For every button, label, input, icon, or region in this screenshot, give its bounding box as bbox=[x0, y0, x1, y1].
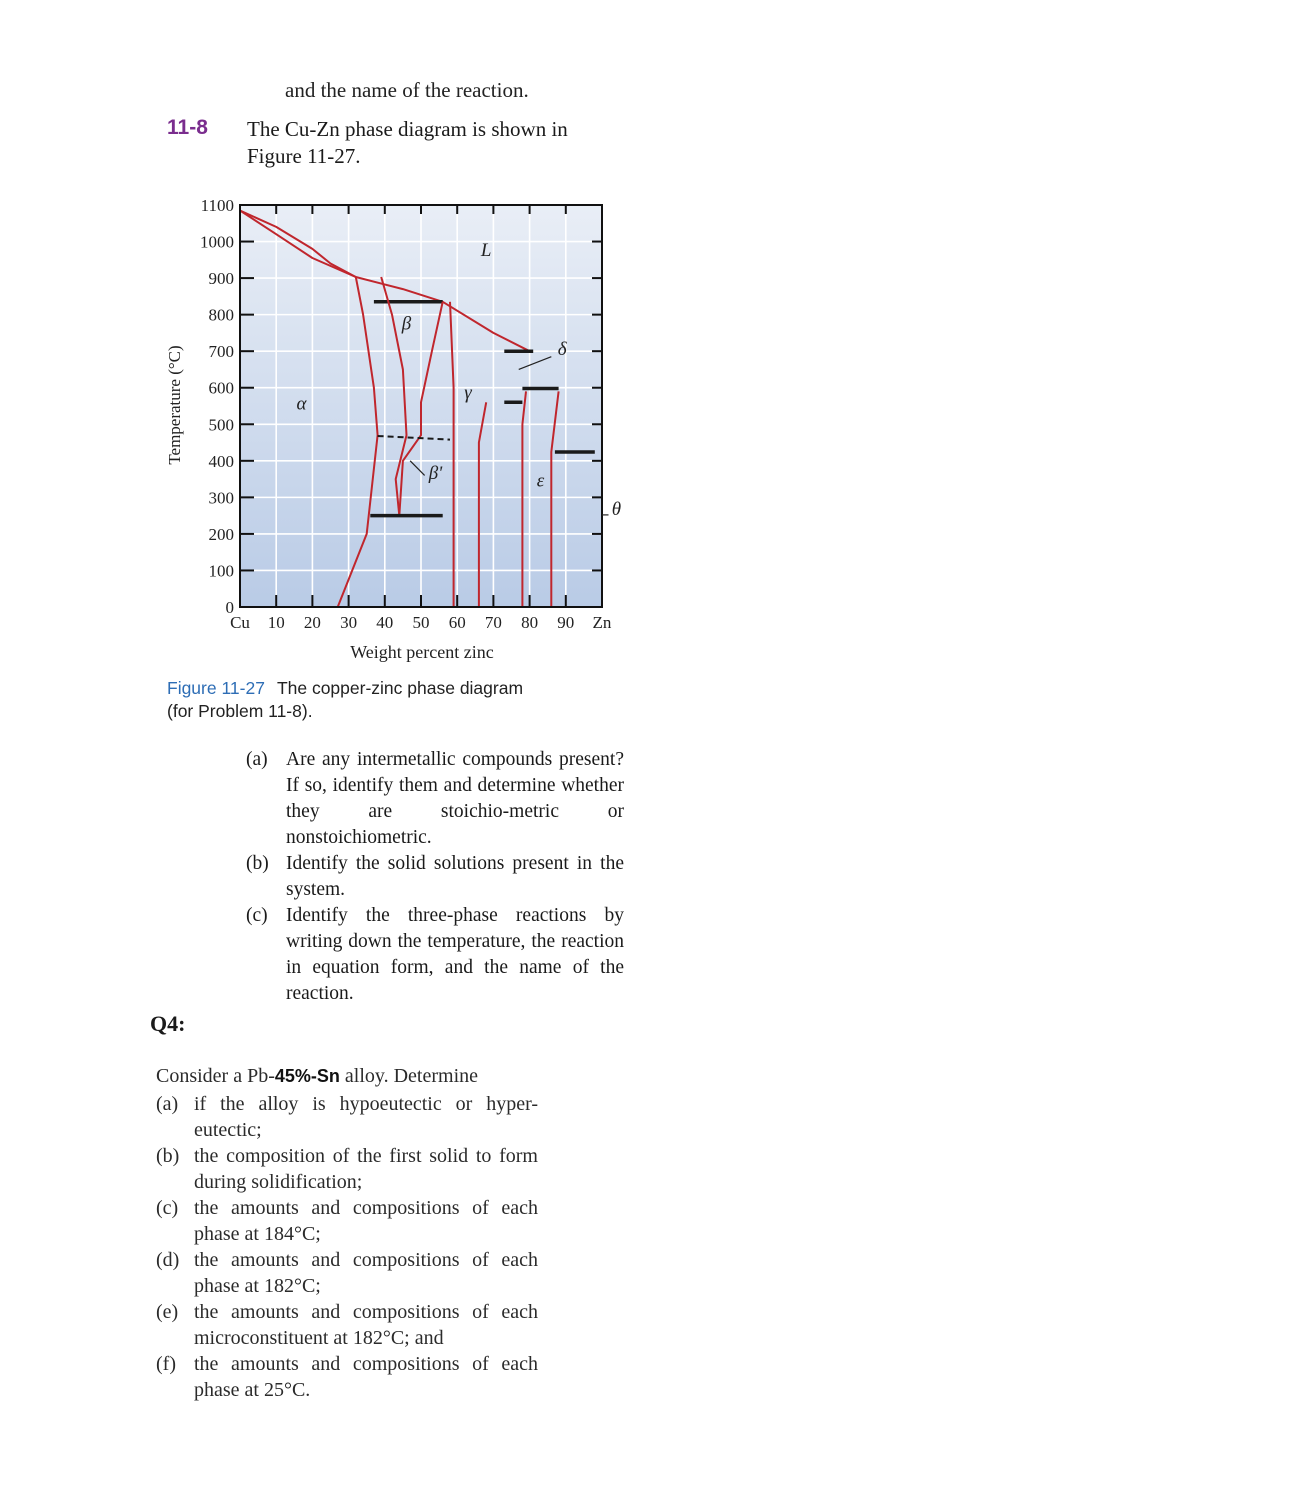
y-tick-label: 100 bbox=[208, 561, 234, 581]
q4-item-text: if the alloy is hypoeutectic or hyper-eutectic; bbox=[194, 1093, 538, 1141]
y-tick-label: 400 bbox=[208, 451, 234, 471]
y-tick-label: 0 bbox=[225, 598, 234, 617]
cutoff-previous-line: and the name of the reaction. bbox=[285, 78, 529, 102]
problem-number: 11-8 bbox=[167, 116, 208, 139]
q4-intro bbox=[156, 1065, 556, 1088]
y-tick-label: 900 bbox=[208, 269, 234, 289]
q4-item-text: the amounts and compositions of each phase at 182°C; bbox=[194, 1249, 538, 1297]
x-tick-label: Cu bbox=[230, 613, 250, 632]
q4-item-label: (a) bbox=[156, 1093, 179, 1115]
x-axis-label: Weight percent zinc bbox=[350, 642, 494, 662]
q4-intro-bold: 45%-Sn bbox=[274, 1066, 340, 1086]
question-label: (a) bbox=[246, 749, 268, 770]
phase-label: ε bbox=[536, 470, 545, 492]
question-list-11-8 bbox=[246, 747, 624, 1007]
x-tick-label: 50 bbox=[412, 613, 430, 632]
q4-item bbox=[156, 1351, 538, 1403]
y-tick-labels bbox=[200, 196, 234, 617]
question-label: (c) bbox=[246, 905, 268, 926]
phase-label: γ bbox=[464, 382, 472, 404]
figure-caption bbox=[167, 677, 587, 723]
q4-intro-pre: Consider a Pb- bbox=[156, 1065, 275, 1087]
x-tick-label: 70 bbox=[484, 613, 502, 632]
q4-list bbox=[156, 1091, 538, 1403]
x-tick-label: 60 bbox=[448, 613, 466, 632]
y-tick-label: 1100 bbox=[200, 196, 234, 215]
x-tick-label: Zn bbox=[592, 613, 612, 632]
figure-caption-text2: (for Problem 11-8). bbox=[167, 701, 313, 721]
phase-label: θ bbox=[611, 498, 622, 520]
q4-item-label: (f) bbox=[156, 1353, 176, 1375]
q4-item bbox=[156, 1299, 538, 1351]
x-tick-label: 30 bbox=[340, 613, 358, 632]
q4-item bbox=[156, 1195, 538, 1247]
phase-label: α bbox=[296, 393, 307, 415]
question-item bbox=[246, 851, 624, 903]
y-tick-label: 600 bbox=[208, 378, 234, 398]
q4-item-label: (e) bbox=[156, 1301, 179, 1323]
y-axis-label: Temperature (°C) bbox=[165, 345, 184, 465]
q4-item-label: (c) bbox=[156, 1197, 179, 1219]
q4-item-text: the amounts and compositions of each phase at 184°C; bbox=[194, 1197, 538, 1245]
phase-label: δ bbox=[557, 338, 567, 360]
question-text: Identify the three-phase reactions by writing down the temperature, the reaction in equation form, and the name of the reaction. bbox=[286, 905, 624, 1004]
y-tick-label: 200 bbox=[208, 524, 234, 544]
x-tick-label: 90 bbox=[557, 613, 575, 632]
question-text: Are any intermetallic compounds present? If so, identify them and determine whether they are stoichio-metric or nonstoichiometric. bbox=[286, 749, 624, 848]
phase-diagram bbox=[140, 185, 640, 675]
q4-item-text: the amounts and compositions of each microconstituent at 182°C; and bbox=[194, 1301, 538, 1349]
problem-text-line2: Figure 11-27. bbox=[247, 144, 361, 168]
q4-item-text: the amounts and compositions of each phase at 25°C. bbox=[194, 1353, 538, 1401]
q4-item-label: (b) bbox=[156, 1145, 180, 1167]
y-tick-label: 300 bbox=[208, 488, 234, 508]
problem-text bbox=[247, 116, 627, 170]
x-tick-label: 80 bbox=[521, 613, 539, 632]
question-text: Identify the solid solutions present in the system. bbox=[286, 853, 624, 900]
q4-item bbox=[156, 1247, 538, 1299]
y-tick-label: 700 bbox=[208, 342, 234, 362]
x-tick-label: 20 bbox=[303, 613, 321, 632]
phase-label: L bbox=[480, 240, 492, 262]
x-tick-label: 40 bbox=[376, 613, 394, 632]
y-tick-label: 500 bbox=[208, 415, 234, 435]
q4-item-label: (d) bbox=[156, 1249, 180, 1271]
question-item bbox=[246, 903, 624, 1007]
x-tick-label: 10 bbox=[267, 613, 285, 632]
q4-item bbox=[156, 1091, 538, 1143]
phase-label: β bbox=[401, 313, 412, 335]
q4-heading: Q4: bbox=[150, 1011, 186, 1036]
q4-intro-post: alloy. Determine bbox=[339, 1065, 479, 1087]
figure-caption-text: The copper-zinc phase diagram bbox=[276, 678, 524, 698]
phase-label: β' bbox=[428, 463, 443, 485]
y-tick-label: 1000 bbox=[200, 232, 234, 252]
question-item bbox=[246, 747, 624, 851]
figure-caption-label: Figure 11-27 bbox=[167, 678, 265, 698]
y-tick-label: 800 bbox=[208, 305, 234, 325]
q4-item bbox=[156, 1143, 538, 1195]
x-tick-labels bbox=[230, 613, 612, 632]
question-label: (b) bbox=[246, 853, 269, 874]
q4-item-text: the composition of the first solid to form during solidification; bbox=[194, 1145, 538, 1193]
problem-text-line1: The Cu-Zn phase diagram is shown in bbox=[247, 117, 568, 141]
